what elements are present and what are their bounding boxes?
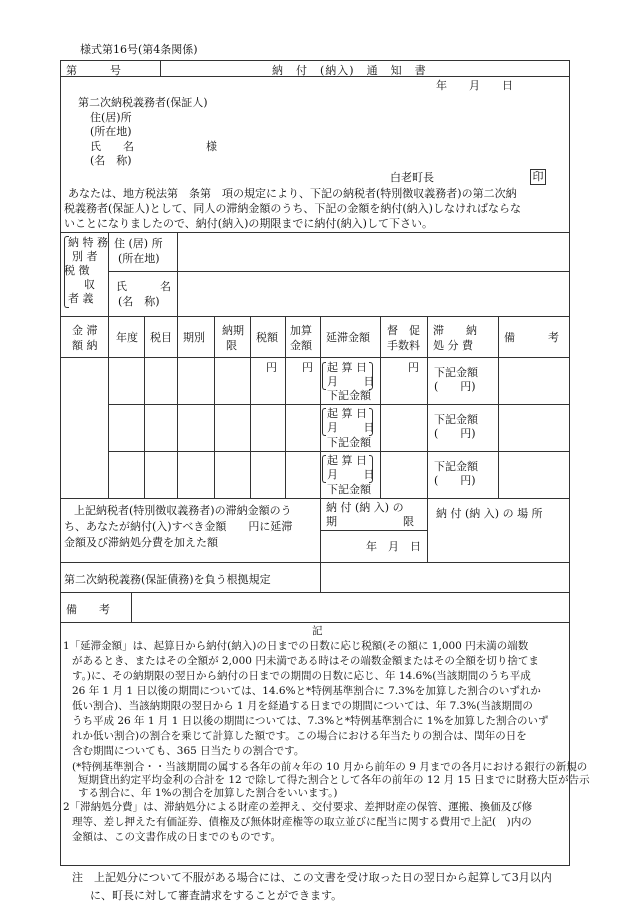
taxpayer-side-label-4: 収: [84, 278, 95, 291]
col-additional-1: 加算: [290, 324, 312, 337]
taxpayer-name-label: 氏 名: [116, 280, 171, 293]
row1-calc-below: 下記金額: [327, 389, 371, 402]
footer-note-2: に、町長に対して審査請求をすることができます。: [90, 889, 343, 902]
issue-date: 年 月 日: [436, 79, 513, 92]
recipient-honorific: 様: [206, 140, 217, 153]
col-due-2: 限: [226, 339, 237, 352]
row3-calc-below: 下記金額: [327, 483, 371, 496]
recipient-name-sub: (名 称): [90, 154, 132, 167]
col-tax: 税額: [256, 331, 278, 344]
note2-line-3: 金額は、この文書作成の日までのものです。: [72, 831, 282, 843]
intro-line-2: 税義務者(保証人)として、同人の滞納金額のうち、下記の金額を納付(納入)しなければならな: [64, 202, 521, 215]
col-remarks: 備 考: [504, 331, 559, 344]
note1-line-7: れか低い割合)の割合を乗じて計算した額です。この場合における年当たりの割合は、閏年の日を: [72, 730, 527, 742]
taxpayer-side-label-1: 納 特 務: [68, 236, 108, 249]
deadline-date: 年 月 日: [366, 540, 421, 553]
footer-note-1: 注 上記処分について不服がある場合には、この文書を受け取った日の翌日から起算して3月以内: [72, 871, 552, 884]
col-additional-2: 金額: [290, 339, 312, 352]
summary-line-2: ち、あなたが納付(入)すべき金額 円に延滞: [64, 520, 293, 533]
note1-line-8: 含む期間についても、365 日当たりの割合です。: [72, 745, 305, 757]
col-period: 期別: [183, 331, 205, 344]
row1-calc-start: 起 算 日: [327, 361, 367, 374]
row3-calc-start: 起 算 日: [327, 454, 367, 467]
col-tax-item: 税目: [150, 331, 172, 344]
special-rate-line-2: 短期貸出約定平均金利の合計を 12 で除して得た割合として各年の前年の 12 月 15 日までに財務大臣が告示: [78, 774, 590, 786]
deadline-label-2: 期 限: [326, 515, 414, 528]
note1-line-6: うち平成 26 年 1 月 1 日以後の期間については、7.3%と*特例基準割合に 1%を加算した割合のいず: [72, 715, 549, 727]
col-year: 年度: [116, 331, 138, 344]
col-disposition-1: 滞 納: [433, 324, 477, 337]
col-due-1: 納期: [222, 324, 244, 337]
taxpayer-side-label-5: 者 義: [68, 292, 94, 305]
col-collection-1: 督 促: [387, 324, 420, 337]
intro-line-1: あなたは、地方税法第 条第 項の規定により、下記の納税者(特別徴収義務者)の第二次納: [68, 187, 517, 200]
col-disposition-2: 処 分 費: [433, 339, 473, 352]
row3-calc-end: 月 日: [327, 468, 375, 481]
row1-tax-unit: 円: [266, 361, 277, 374]
seal-stamp: 印: [530, 169, 546, 185]
row2-calc-start: 起 算 日: [327, 407, 367, 420]
row2-disposition-note-1: 下記金額: [434, 413, 478, 426]
summary-line-1: 上記納税者(特別徴収義務者)の滞納金額のう: [74, 504, 292, 517]
recipient-role: 第二次納税義務者(保証人): [78, 96, 208, 109]
row1-disposition-note-2: ( 円): [434, 380, 476, 393]
row1-additional-unit: 円: [302, 361, 313, 374]
row1-collection-unit: 円: [408, 361, 419, 374]
special-rate-line-3: する割合に、年 1%の割合を加算した割合をいいます。): [78, 787, 338, 799]
taxpayer-side-label-2: 別 者: [72, 250, 98, 263]
summary-line-3: 金額及び滞納処分費を加えた額: [64, 536, 218, 549]
row2-calc-below: 下記金額: [327, 436, 371, 449]
note2-line-2: 理等、差し押えた有価証券、債権及び無体財産権等の取立並びに配当に関する費用で上記( )内の: [72, 816, 532, 828]
row3-disposition-note-1: 下記金額: [434, 460, 478, 473]
row2-disposition-note-2: ( 円): [434, 427, 476, 440]
special-rate-line-1: (*特例基準割合・・当該期間の属する各年の前々年の 10 月から前年の 9 月までの各月における銀行の新規の: [72, 761, 588, 773]
recipient-address-label: 住(居)所: [90, 111, 132, 124]
notes-title: 記: [312, 625, 323, 637]
basis-label: 第二次納税義務(保証債務)を負う根拠規定: [64, 573, 271, 586]
taxpayer-name-sub: (名 称): [118, 295, 160, 308]
row1-disposition-note-1: 下記金額: [434, 366, 478, 379]
payment-place-label: 納 付 (納 入) の 場 所: [436, 507, 543, 520]
row2-calc-end: 月 日: [327, 421, 375, 434]
row1-calc-end: 月 日: [327, 375, 375, 388]
intro-line-3: いことになりましたので、納付(納入)の期限までに納付(納入)して下さい。: [64, 217, 433, 230]
recipient-address-sub: (所在地): [90, 125, 132, 138]
deadline-label-1: 納 付 (納 入) の: [326, 501, 404, 514]
col-late-fee: 延滞金額: [326, 331, 370, 344]
note1-line-4: 26 年 1 月 1 日以後の期間については、14.6%と*特例基準割合に 7.3%を加算した割合のいずれか: [72, 685, 541, 697]
note1-line-2: があるとき、またはその全額が 2,000 円未満である時はその端数金額またはその全額を切り捨てま: [72, 655, 539, 667]
note2-line-1: 2「滞納処分費」は、滞納処分による財産の差押え、交付要求、差押財産の保管、運搬、換価及び修: [63, 801, 533, 813]
taxpayer-address-sub: (所在地): [118, 252, 160, 265]
taxpayer-side-label-3: 税 徴: [64, 264, 90, 277]
notice-number-label: 第 号: [66, 64, 121, 77]
taxpayer-address-label: 住 (居) 所: [114, 237, 163, 250]
col-amount-label-2: 額 納: [72, 339, 98, 352]
recipient-name-label: 氏 名: [90, 140, 134, 153]
col-amount-label-1: 金 滞: [72, 324, 98, 337]
issuer-name: 白老町長: [390, 171, 434, 184]
note1-line-3: す。)に、その納期限の翌日から納付の日までの期間の日数に応じ、年 14.6%(当該期間のうち平成: [72, 670, 531, 682]
remarks-label: 備 考: [66, 603, 110, 616]
document-title: 納 付 (納入) 通 知 書: [272, 64, 427, 77]
note1-line-1: 1「延滞金額」は、起算日から納付(納入)の日までの日数に応じ税額(その額に 1,000 円未満の端数: [63, 640, 529, 652]
form-number: 様式第16号(第4条関係): [80, 43, 198, 56]
col-collection-2: 手数料: [387, 339, 420, 352]
row3-disposition-note-2: ( 円): [434, 474, 476, 487]
note1-line-5: 低い割合)、当該納期限の翌日から 1 月を経過する日までの期間については、年 7.3%(当該期間の: [72, 700, 533, 712]
